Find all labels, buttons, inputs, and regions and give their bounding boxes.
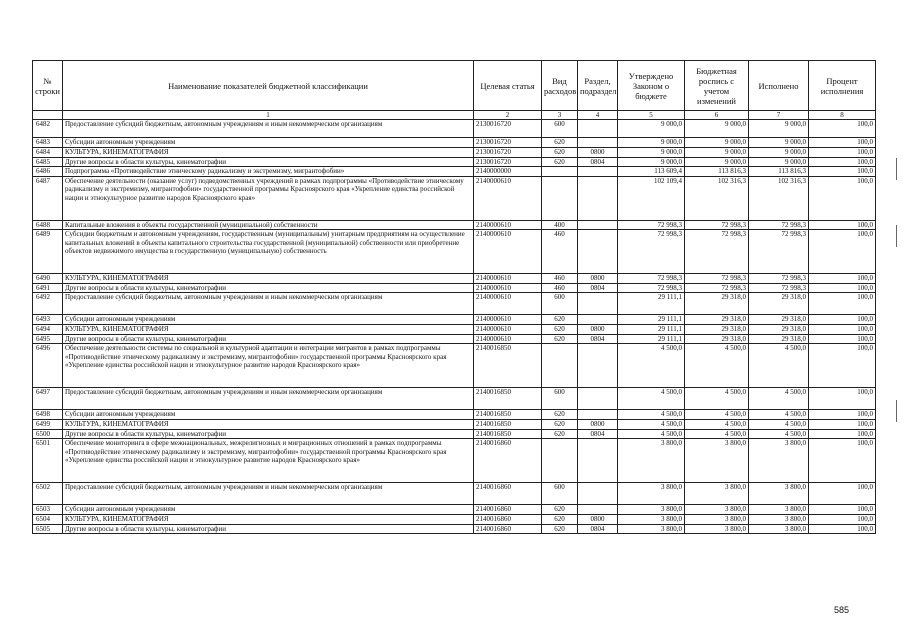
table-row — [33, 410, 876, 420]
row-number: 6493 — [33, 315, 63, 325]
row-approved: 29 111,1 — [618, 334, 685, 344]
row-name: Субсидии автономным учреждениям — [63, 138, 474, 148]
row-budget-list: 3 800,0 — [685, 524, 749, 534]
row-number: 6500 — [33, 429, 63, 439]
row-target-article: 2140016860 — [474, 515, 542, 525]
row-section — [578, 483, 618, 505]
header-approved: Утверждено Законом о бюджете — [618, 61, 685, 111]
row-section — [578, 344, 618, 388]
row-target-article: 2130016720 — [474, 148, 542, 158]
row-expense-type — [542, 167, 578, 177]
row-expense-type: 620 — [542, 334, 578, 344]
row-section: 0800 — [578, 274, 618, 284]
row-budget-list: 3 800,0 — [685, 439, 749, 483]
row-percent: 100,0 — [809, 344, 876, 388]
row-number: 6489 — [33, 230, 63, 274]
row-approved: 102 109,4 — [618, 176, 685, 220]
row-name: КУЛЬТУРА, КИНЕМАТОГРАФИЯ — [63, 274, 474, 284]
row-budget-list: 29 318,0 — [685, 293, 749, 315]
row-target-article: 2140000610 — [474, 283, 542, 293]
page-number: 585 — [834, 605, 850, 615]
row-percent: 100,0 — [809, 505, 876, 515]
row-section: 0804 — [578, 524, 618, 534]
column-number: 1 — [63, 111, 474, 120]
row-budget-list: 102 316,3 — [685, 176, 749, 220]
row-approved: 3 800,0 — [618, 505, 685, 515]
row-number: 6490 — [33, 274, 63, 284]
table-row — [33, 120, 876, 138]
header-name: Наименование показателей бюджетной классификации — [63, 61, 474, 111]
row-approved: 72 998,3 — [618, 220, 685, 230]
row-expense-type: 600 — [542, 120, 578, 138]
row-budget-list: 3 800,0 — [685, 483, 749, 505]
row-expense-type: 620 — [542, 138, 578, 148]
row-name: Другие вопросы в области культуры, кинематографии — [63, 283, 474, 293]
row-target-article: 2140000610 — [474, 315, 542, 325]
row-approved: 29 111,1 — [618, 325, 685, 335]
header-row-no: № строки — [33, 61, 63, 111]
row-section: 0800 — [578, 148, 618, 158]
table-row — [33, 334, 876, 344]
row-target-article: 2140000610 — [474, 334, 542, 344]
row-target-article: 2140000610 — [474, 230, 542, 274]
row-approved: 9 000,0 — [618, 138, 685, 148]
row-executed: 3 800,0 — [749, 515, 809, 525]
row-executed: 72 998,3 — [749, 274, 809, 284]
row-section — [578, 315, 618, 325]
row-approved: 29 111,1 — [618, 293, 685, 315]
row-percent: 100,0 — [809, 524, 876, 534]
row-approved: 29 111,1 — [618, 315, 685, 325]
row-executed: 4 500,0 — [749, 388, 809, 410]
row-budget-list: 4 500,0 — [685, 344, 749, 388]
header-expense-type: Вид расходов — [542, 61, 578, 111]
row-target-article: 2140016860 — [474, 505, 542, 515]
row-percent: 100,0 — [809, 138, 876, 148]
row-target-article: 2140016850 — [474, 388, 542, 410]
row-percent: 100,0 — [809, 515, 876, 525]
table-row — [33, 388, 876, 410]
table-row — [33, 283, 876, 293]
row-budget-list: 9 000,0 — [685, 138, 749, 148]
table-row — [33, 230, 876, 274]
row-expense-type: 460 — [542, 274, 578, 284]
row-target-article: 2130016720 — [474, 138, 542, 148]
row-budget-list: 9 000,0 — [685, 157, 749, 167]
row-budget-list: 72 998,3 — [685, 230, 749, 274]
column-number: 8 — [809, 111, 876, 120]
row-approved: 72 998,3 — [618, 274, 685, 284]
row-executed: 3 800,0 — [749, 483, 809, 505]
row-name: Другие вопросы в области культуры, кинематографии — [63, 524, 474, 534]
row-name: Подпрограмма «Противодействие этническому радикализму и экстремизму, мигрантофобии» — [63, 167, 474, 177]
row-name: Обеспечение мониторинга в сфере межнациональных, межрелигиозных и миграционных отношений в рамках подпрограммы «Противодействие этническому радикализму и экстремизму, мигрантофобии» государственной программы Красноярского края «Укрепление единства российской нации и этнокультурное развитие народов Красноярского края» — [63, 439, 474, 483]
row-percent: 100,0 — [809, 439, 876, 483]
row-name: Субсидии автономным учреждениям — [63, 505, 474, 515]
table-row — [33, 157, 876, 167]
row-expense-type: 460 — [542, 230, 578, 274]
row-approved: 3 800,0 — [618, 439, 685, 483]
row-budget-list: 4 500,0 — [685, 388, 749, 410]
row-name: Предоставление субсидий бюджетным, автономным учреждениям и иным некоммерческим организациям — [63, 483, 474, 505]
row-approved: 4 500,0 — [618, 420, 685, 430]
row-executed: 9 000,0 — [749, 157, 809, 167]
row-percent: 100,0 — [809, 120, 876, 138]
row-section: 0800 — [578, 420, 618, 430]
row-expense-type: 620 — [542, 429, 578, 439]
row-number: 6486 — [33, 167, 63, 177]
row-target-article: 2140016860 — [474, 439, 542, 483]
row-number: 6482 — [33, 120, 63, 138]
row-section — [578, 293, 618, 315]
column-number — [33, 111, 63, 120]
row-percent: 100,0 — [809, 388, 876, 410]
row-name: Субсидии автономным учреждениям — [63, 315, 474, 325]
row-number: 6501 — [33, 439, 63, 483]
row-budget-list: 72 998,3 — [685, 274, 749, 284]
row-target-article: 2130016720 — [474, 157, 542, 167]
row-section — [578, 220, 618, 230]
row-approved: 72 998,3 — [618, 283, 685, 293]
row-executed: 4 500,0 — [749, 410, 809, 420]
row-section — [578, 439, 618, 483]
row-percent: 100,0 — [809, 483, 876, 505]
row-expense-type: 620 — [542, 315, 578, 325]
table-row — [33, 429, 876, 439]
row-number: 6484 — [33, 148, 63, 158]
row-target-article: 2140000610 — [474, 220, 542, 230]
row-approved: 9 000,0 — [618, 148, 685, 158]
row-target-article: 2140016850 — [474, 420, 542, 430]
row-section: 0804 — [578, 157, 618, 167]
row-expense-type: 620 — [542, 420, 578, 430]
row-name: Субсидии автономным учреждениям — [63, 410, 474, 420]
table-row — [33, 439, 876, 483]
row-percent: 100,0 — [809, 157, 876, 167]
row-executed: 29 318,0 — [749, 325, 809, 335]
column-number: 2 — [474, 111, 542, 120]
row-number: 6496 — [33, 344, 63, 388]
row-executed: 3 800,0 — [749, 439, 809, 483]
table-row — [33, 167, 876, 177]
row-name: КУЛЬТУРА, КИНЕМАТОГРАФИЯ — [63, 515, 474, 525]
row-name: Субсидии бюджетным и автономным учреждениям, государственным (муниципальным) унитарным предприятиям на осуществление капитальных вложений в объекты капитального строительства государственной (муниципальной) собственности или приобретение объектов недвижимого имущества в государственную (муниципальную) собственность — [63, 230, 474, 274]
row-approved: 9 000,0 — [618, 120, 685, 138]
row-expense-type: 620 — [542, 148, 578, 158]
column-number: 3 — [542, 111, 578, 120]
row-name: Обеспечение деятельности системы по социальной и культурной адаптации и интеграции мигрантов в рамках подпрограммы «Противодействие этническому радикализму и экстремизму, мигрантофобии» государственной программы Красноярского края «Укрепление единства российской нации и этнокультурное развитие народов Красноярского края» — [63, 344, 474, 388]
row-executed: 4 500,0 — [749, 429, 809, 439]
row-expense-type: 620 — [542, 515, 578, 525]
table-row — [33, 524, 876, 534]
row-expense-type: 600 — [542, 388, 578, 410]
column-number: 4 — [578, 111, 618, 120]
header-section: Раздел, подраздел — [578, 61, 618, 111]
table-row — [33, 220, 876, 230]
row-budget-list: 9 000,0 — [685, 120, 749, 138]
row-number: 6498 — [33, 410, 63, 420]
row-budget-list: 29 318,0 — [685, 334, 749, 344]
table-row — [33, 293, 876, 315]
row-budget-list: 3 800,0 — [685, 505, 749, 515]
row-expense-type: 600 — [542, 483, 578, 505]
row-number: 6502 — [33, 483, 63, 505]
row-number: 6487 — [33, 176, 63, 220]
row-budget-list: 4 500,0 — [685, 420, 749, 430]
row-budget-list: 113 816,3 — [685, 167, 749, 177]
row-percent: 100,0 — [809, 220, 876, 230]
row-expense-type — [542, 176, 578, 220]
header-row — [33, 61, 876, 111]
row-section — [578, 138, 618, 148]
column-number: 6 — [685, 111, 749, 120]
row-executed: 72 998,3 — [749, 230, 809, 274]
row-section: 0804 — [578, 334, 618, 344]
table-row — [33, 176, 876, 220]
header-budget-list: Бюджетная роспись с учетом изменений — [685, 61, 749, 111]
scan-margin-mark — [896, 158, 897, 180]
row-number: 6499 — [33, 420, 63, 430]
row-name: КУЛЬТУРА, КИНЕМАТОГРАФИЯ — [63, 148, 474, 158]
row-section — [578, 230, 618, 274]
scan-margin-mark — [896, 225, 897, 247]
row-percent: 100,0 — [809, 325, 876, 335]
row-target-article: 2140000610 — [474, 274, 542, 284]
row-executed: 72 998,3 — [749, 220, 809, 230]
row-target-article: 2140016860 — [474, 483, 542, 505]
row-number: 6504 — [33, 515, 63, 525]
table-row — [33, 325, 876, 335]
row-approved: 4 500,0 — [618, 388, 685, 410]
row-target-article: 2140000610 — [474, 325, 542, 335]
row-budget-list: 29 318,0 — [685, 325, 749, 335]
row-percent: 100,0 — [809, 283, 876, 293]
row-percent: 100,0 — [809, 274, 876, 284]
row-percent: 100,0 — [809, 429, 876, 439]
row-expense-type: 620 — [542, 325, 578, 335]
row-executed: 29 318,0 — [749, 334, 809, 344]
row-expense-type — [542, 344, 578, 388]
column-number-row — [33, 111, 876, 120]
row-executed: 3 800,0 — [749, 524, 809, 534]
column-number: 7 — [749, 111, 809, 120]
row-number: 6492 — [33, 293, 63, 315]
row-section: 0800 — [578, 515, 618, 525]
row-expense-type: 620 — [542, 157, 578, 167]
row-target-article: 2140016850 — [474, 410, 542, 420]
row-budget-list: 29 318,0 — [685, 315, 749, 325]
row-executed: 4 500,0 — [749, 420, 809, 430]
row-target-article: 2140000000 — [474, 167, 542, 177]
column-number: 5 — [618, 111, 685, 120]
row-number: 6505 — [33, 524, 63, 534]
row-number: 6497 — [33, 388, 63, 410]
row-target-article: 2130016720 — [474, 120, 542, 138]
row-name: КУЛЬТУРА, КИНЕМАТОГРАФИЯ — [63, 325, 474, 335]
row-percent: 100,0 — [809, 176, 876, 220]
row-section — [578, 167, 618, 177]
table-row — [33, 315, 876, 325]
row-budget-list: 4 500,0 — [685, 410, 749, 420]
row-section: 0800 — [578, 325, 618, 335]
row-approved: 4 500,0 — [618, 344, 685, 388]
budget-table — [32, 60, 876, 534]
row-executed: 102 316,3 — [749, 176, 809, 220]
row-executed: 29 318,0 — [749, 315, 809, 325]
row-section — [578, 388, 618, 410]
row-expense-type: 600 — [542, 293, 578, 315]
row-expense-type — [542, 439, 578, 483]
row-approved: 3 800,0 — [618, 483, 685, 505]
row-approved: 9 000,0 — [618, 157, 685, 167]
row-name: КУЛЬТУРА, КИНЕМАТОГРАФИЯ — [63, 420, 474, 430]
row-name: Другие вопросы в области культуры, кинематографии — [63, 157, 474, 167]
row-executed: 72 998,3 — [749, 283, 809, 293]
row-section — [578, 120, 618, 138]
row-name: Обеспечение деятельности (оказание услуг) подведомственных учреждений в рамках подпрограммы «Противодействие этническому радикализму и экстремизму, мигрантофобии» государственной программы Красноярского края «Укрепление единства российской нации и этнокультурное развитие народов Красноярского края» — [63, 176, 474, 220]
row-executed: 29 318,0 — [749, 293, 809, 315]
row-percent: 100,0 — [809, 334, 876, 344]
row-approved: 4 500,0 — [618, 429, 685, 439]
table-row — [33, 138, 876, 148]
row-number: 6495 — [33, 334, 63, 344]
row-expense-type: 620 — [542, 410, 578, 420]
row-section — [578, 176, 618, 220]
row-approved: 113 609,4 — [618, 167, 685, 177]
row-name: Предоставление субсидий бюджетным, автономным учреждениям и иным некоммерческим организациям — [63, 388, 474, 410]
table-row — [33, 344, 876, 388]
row-section: 0804 — [578, 283, 618, 293]
row-number: 6485 — [33, 157, 63, 167]
budget-table-sheet — [32, 60, 875, 534]
header-executed: Исполнено — [749, 61, 809, 111]
scan-margin-mark — [896, 400, 897, 422]
row-percent: 100,0 — [809, 148, 876, 158]
row-section — [578, 410, 618, 420]
row-percent: 100,0 — [809, 420, 876, 430]
table-body — [33, 120, 876, 534]
row-target-article: 2140000610 — [474, 176, 542, 220]
row-budget-list: 3 800,0 — [685, 515, 749, 525]
row-executed: 4 500,0 — [749, 344, 809, 388]
row-approved: 3 800,0 — [618, 515, 685, 525]
row-expense-type: 620 — [542, 505, 578, 515]
row-number: 6483 — [33, 138, 63, 148]
row-approved: 4 500,0 — [618, 410, 685, 420]
row-number: 6488 — [33, 220, 63, 230]
row-percent: 100,0 — [809, 230, 876, 274]
row-executed: 9 000,0 — [749, 120, 809, 138]
row-budget-list: 4 500,0 — [685, 429, 749, 439]
header-target-article: Целевая статья — [474, 61, 542, 111]
table-row — [33, 483, 876, 505]
row-budget-list: 72 998,3 — [685, 220, 749, 230]
row-name: Другие вопросы в области культуры, кинематографии — [63, 334, 474, 344]
row-executed: 9 000,0 — [749, 148, 809, 158]
row-percent: 100,0 — [809, 315, 876, 325]
row-number: 6494 — [33, 325, 63, 335]
row-percent: 100,0 — [809, 410, 876, 420]
row-percent: 100,0 — [809, 293, 876, 315]
row-executed: 9 000,0 — [749, 138, 809, 148]
table-row — [33, 148, 876, 158]
row-target-article: 2140016860 — [474, 524, 542, 534]
table-row — [33, 515, 876, 525]
row-target-article: 2140016850 — [474, 344, 542, 388]
row-number: 6503 — [33, 505, 63, 515]
row-expense-type: 620 — [542, 524, 578, 534]
row-percent: 100,0 — [809, 167, 876, 177]
row-executed: 3 800,0 — [749, 505, 809, 515]
row-name: Другие вопросы в области культуры, кинематографии — [63, 429, 474, 439]
row-budget-list: 9 000,0 — [685, 148, 749, 158]
row-expense-type: 400 — [542, 220, 578, 230]
row-section: 0804 — [578, 429, 618, 439]
row-approved: 72 998,3 — [618, 230, 685, 274]
table-row — [33, 505, 876, 515]
row-target-article: 2140016850 — [474, 429, 542, 439]
row-executed: 113 816,3 — [749, 167, 809, 177]
header-percent: Процент исполнения — [809, 61, 876, 111]
row-expense-type: 460 — [542, 283, 578, 293]
row-budget-list: 72 998,3 — [685, 283, 749, 293]
row-target-article: 2140000610 — [474, 293, 542, 315]
row-section — [578, 505, 618, 515]
row-number: 6491 — [33, 283, 63, 293]
row-name: Предоставление субсидий бюджетным, автономным учреждениям и иным некоммерческим организациям — [63, 120, 474, 138]
row-approved: 3 800,0 — [618, 524, 685, 534]
table-row — [33, 274, 876, 284]
table-row — [33, 420, 876, 430]
row-name: Предоставление субсидий бюджетным, автономным учреждениям и иным некоммерческим организациям — [63, 293, 474, 315]
row-name: Капитальные вложения в объекты государственной (муниципальной) собственности — [63, 220, 474, 230]
